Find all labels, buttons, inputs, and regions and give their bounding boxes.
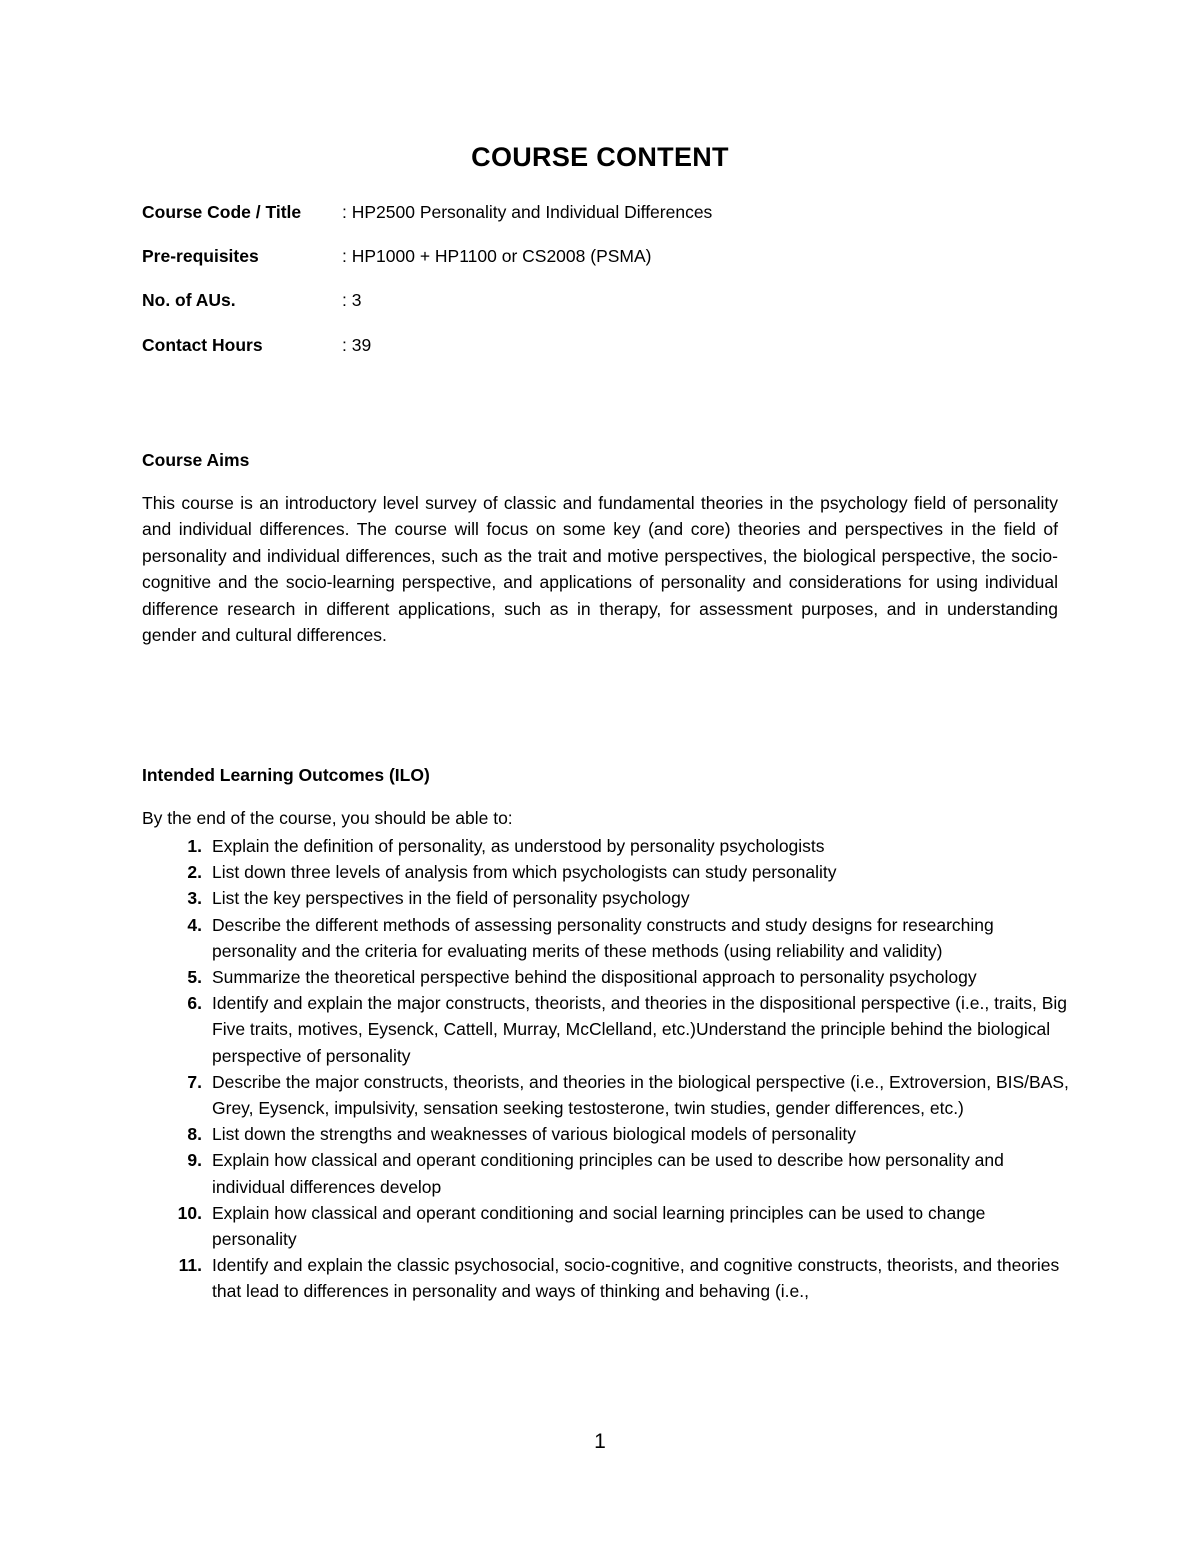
list-number: 1. [187, 836, 202, 856]
list-item [142, 1252, 1072, 1304]
list-item-text: Describe the different methods of assessing personality constructs and study designs for researching personality and the criteria for evaluating merits of these methods (using reliability and validity) [212, 914, 994, 961]
info-value: : 39 [342, 335, 372, 355]
list-item-text: Identify and explain the classic psychosocial, socio-cognitive, and cognitive constructs, theorists, and theories that lead to differences in personality and ways of thinking and behaving (i.e., [212, 1255, 1060, 1302]
info-label: Course Code / Title [142, 202, 302, 222]
list-item-text: Explain how classical and operant conditioning and social learning principles can be used to change personality [212, 1202, 986, 1250]
info-label: Contact Hours [142, 335, 263, 355]
list-number: 6. [187, 993, 202, 1014]
list-number: 8. [187, 1124, 202, 1145]
list-item-text: Describe the major constructs, theorists, and theories in the biological perspective (i.e., Extroversion, BIS/BAS, Grey, Eysenck, impulsivity, sensation seeking testosterone, twin studies, gender differences, etc.) [212, 1071, 1069, 1119]
list-item-text: List the key perspectives in the field of personality psychology [212, 888, 690, 909]
list-item [142, 1147, 1072, 1199]
list-item-text: Explain the definition of personality, as understood by personality psychologists [212, 836, 825, 856]
list-item-text: Identify and explain the major constructs, theorists, and theories in the dispositional perspective (i.e., traits, Big Five traits, motives, Eysenck, Cattell, Murray, McClelland, etc.)Understand the principle behind the biological perspective of personality [212, 993, 1068, 1066]
list-number: 10. [177, 1202, 202, 1223]
list-number: 2. [187, 862, 202, 883]
list-item [142, 964, 1072, 990]
list-item [142, 1121, 1072, 1147]
list-item [142, 990, 1072, 1069]
list-number: 4. [187, 914, 202, 935]
list-item-text: List down the strengths and weaknesses of various biological models of personality [212, 1124, 856, 1145]
ilo-list [142, 833, 1072, 1305]
course-aims-heading: Course Aims [142, 450, 250, 470]
ilo-intro: By the end of the course, you should be able to: [142, 808, 513, 828]
ilo-heading: Intended Learning Outcomes (ILO) [142, 765, 430, 785]
list-number: 11. [178, 1255, 202, 1276]
list-item [142, 833, 1072, 859]
info-value: : HP2500 Personality and Individual Differences [342, 202, 713, 222]
list-item [142, 1069, 1072, 1121]
list-number: 7. [187, 1071, 202, 1092]
list-number: 3. [187, 888, 202, 909]
list-number: 9. [187, 1150, 202, 1171]
list-item [142, 1200, 1072, 1252]
list-item [142, 885, 1072, 911]
list-item-text: List down three levels of analysis from which psychologists can study personality [212, 862, 837, 883]
info-label: Pre-requisites [142, 246, 259, 266]
list-item [142, 912, 1072, 964]
course-aims-paragraph: This course is an introductory level survey of classic and fundamental theories in the psychology field of personality and individual differences. The course will focus on some key (and core) theories and perspectives in the field of personality and individual differences, such as the trait and motive perspectives, the biological perspective, the socio-cognitive and the socio-learning perspective, and applications of personality and considerations for using individual difference research in different applications, such as in therapy, for assessment purposes, and in understanding gender and cultural differences. [142, 493, 1058, 646]
list-item [142, 859, 1072, 885]
page-title: COURSE CONTENT [471, 142, 729, 172]
list-number: 5. [187, 967, 202, 988]
list-item-text: Summarize the theoretical perspective behind the dispositional approach to personality psychology [212, 967, 977, 988]
info-value: : HP1000 + HP1100 or CS2008 (PSMA) [342, 246, 652, 266]
list-item-text: Explain how classical and operant conditioning principles can be used to describe how personality and individual differences develop [212, 1150, 1004, 1197]
info-value: : 3 [342, 290, 362, 310]
info-label: No. of AUs. [142, 290, 236, 310]
page-number: 1 [594, 1430, 606, 1453]
